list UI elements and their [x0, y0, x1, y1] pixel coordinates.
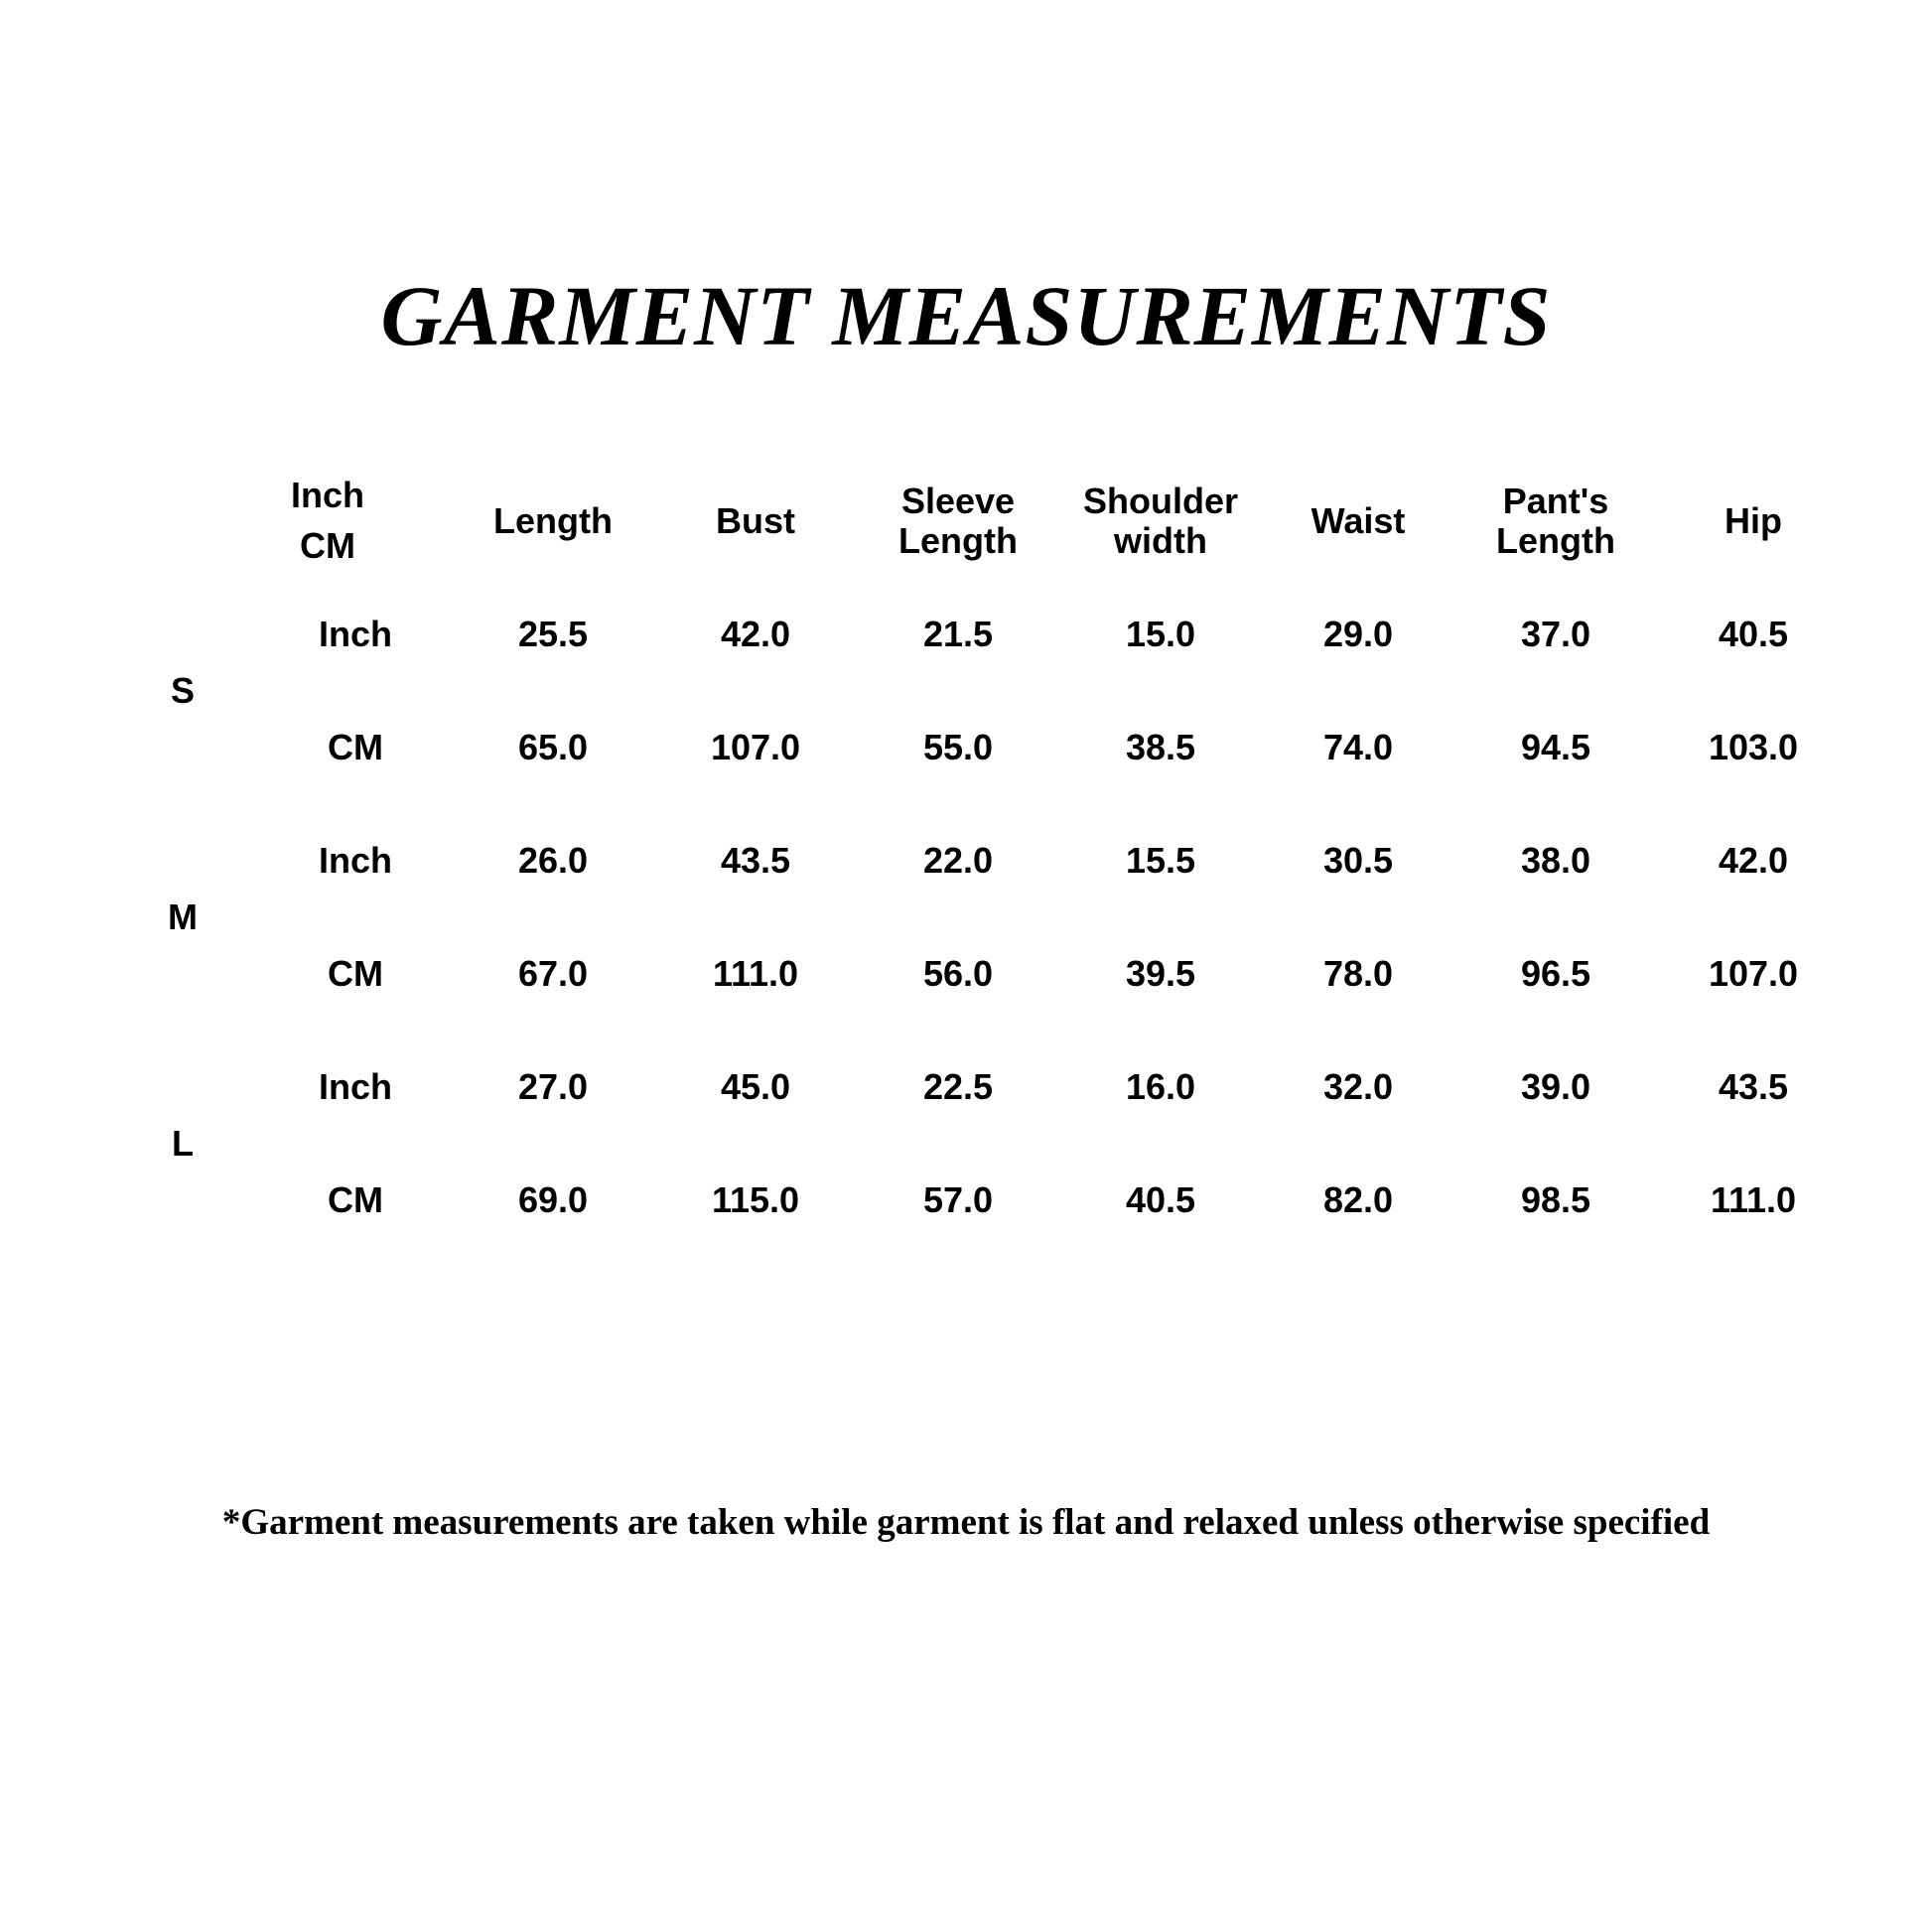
- cell-m-inch-bust: 43.5: [656, 806, 855, 915]
- cell-m-cm-hip: 107.0: [1659, 919, 1848, 1029]
- cell-s-cm-shoulder-width: 38.5: [1061, 693, 1260, 802]
- cell-l-inch-shoulder-width: 16.0: [1061, 1033, 1260, 1142]
- cell-s-inch-sleeve-length: 21.5: [859, 580, 1057, 689]
- cell-m-cm-waist: 78.0: [1264, 919, 1452, 1029]
- cell-l-cm-pants-length: 98.5: [1456, 1146, 1655, 1255]
- cell-l-inch-hip: 43.5: [1659, 1033, 1848, 1142]
- cell-s-cm-sleeve-length: 55.0: [859, 693, 1057, 802]
- cell-s-cm-waist: 74.0: [1264, 693, 1452, 802]
- unit-row-label-l-inch: Inch: [261, 1033, 450, 1142]
- size-label-s: S: [108, 580, 257, 802]
- cell-s-inch-length: 25.5: [454, 580, 652, 689]
- cell-l-cm-sleeve-length: 57.0: [859, 1146, 1057, 1255]
- cell-l-cm-length: 69.0: [454, 1146, 652, 1255]
- cell-s-inch-hip: 40.5: [1659, 580, 1848, 689]
- measurements-table: [104, 463, 1852, 1259]
- column-header-shoulder-width: Shoulder width: [1061, 467, 1260, 576]
- cell-l-cm-hip: 111.0: [1659, 1146, 1848, 1255]
- cell-s-inch-bust: 42.0: [656, 580, 855, 689]
- unit-row-label-m-inch: Inch: [261, 806, 450, 915]
- cell-s-cm-hip: 103.0: [1659, 693, 1848, 802]
- table-row: [108, 1146, 1848, 1255]
- cell-m-inch-sleeve-length: 22.0: [859, 806, 1057, 915]
- cell-m-inch-pants-length: 38.0: [1456, 806, 1655, 915]
- cell-m-cm-sleeve-length: 56.0: [859, 919, 1057, 1029]
- cell-l-cm-waist: 82.0: [1264, 1146, 1452, 1255]
- column-header-sleeve-length: Sleeve Length: [859, 467, 1057, 576]
- cell-m-inch-shoulder-width: 15.5: [1061, 806, 1260, 915]
- cell-m-cm-bust: 111.0: [656, 919, 855, 1029]
- cell-s-cm-length: 65.0: [454, 693, 652, 802]
- cell-s-inch-shoulder-width: 15.0: [1061, 580, 1260, 689]
- table-row: [108, 580, 1848, 689]
- unit-row-label-s-cm: CM: [261, 693, 450, 802]
- unit-row-label-l-cm: CM: [261, 1146, 450, 1255]
- column-header-hip: Hip: [1659, 467, 1848, 576]
- measurements-table-container: [104, 463, 1832, 1259]
- unit-cm-label: CM: [299, 525, 355, 566]
- cell-m-inch-length: 26.0: [454, 806, 652, 915]
- cell-m-inch-hip: 42.0: [1659, 806, 1848, 915]
- cell-l-inch-length: 27.0: [454, 1033, 652, 1142]
- cell-l-inch-waist: 32.0: [1264, 1033, 1452, 1142]
- cell-l-cm-bust: 115.0: [656, 1146, 855, 1255]
- size-label-l: L: [108, 1033, 257, 1255]
- size-label-m: M: [108, 806, 257, 1029]
- table-row: [108, 919, 1848, 1029]
- cell-m-cm-length: 67.0: [454, 919, 652, 1029]
- column-header-waist: Waist: [1264, 467, 1452, 576]
- unit-row-label-s-inch: Inch: [261, 580, 450, 689]
- table-row: [108, 1033, 1848, 1142]
- cell-m-cm-shoulder-width: 39.5: [1061, 919, 1260, 1029]
- table-header-row: [108, 467, 1848, 576]
- table-row: [108, 806, 1848, 915]
- cell-s-inch-pants-length: 37.0: [1456, 580, 1655, 689]
- cell-l-inch-sleeve-length: 22.5: [859, 1033, 1057, 1142]
- cell-l-cm-shoulder-width: 40.5: [1061, 1146, 1260, 1255]
- cell-m-cm-pants-length: 96.5: [1456, 919, 1655, 1029]
- cell-s-cm-bust: 107.0: [656, 693, 855, 802]
- unit-label: Unit:: [188, 500, 269, 541]
- column-header-length: Length: [454, 467, 652, 576]
- cell-m-inch-waist: 30.5: [1264, 806, 1452, 915]
- unit-inch-label: Inch: [285, 477, 370, 523]
- unit-fraction: [285, 477, 370, 566]
- footnote: *Garment measurements are taken while garment is flat and relaxed unless otherwise specified: [221, 1502, 1711, 1543]
- cell-l-inch-pants-length: 39.0: [1456, 1033, 1655, 1142]
- cell-l-inch-bust: 45.0: [656, 1033, 855, 1142]
- unit-row-label-m-cm: CM: [261, 919, 450, 1029]
- cell-s-cm-pants-length: 94.5: [1456, 693, 1655, 802]
- page-title: GARMENT MEASUREMENTS: [380, 268, 1552, 363]
- column-header-bust: Bust: [656, 467, 855, 576]
- table-row: [108, 693, 1848, 802]
- column-header-pants-length: Pant's Length: [1456, 467, 1655, 576]
- unit-header-cell: [108, 467, 450, 576]
- cell-s-inch-waist: 29.0: [1264, 580, 1452, 689]
